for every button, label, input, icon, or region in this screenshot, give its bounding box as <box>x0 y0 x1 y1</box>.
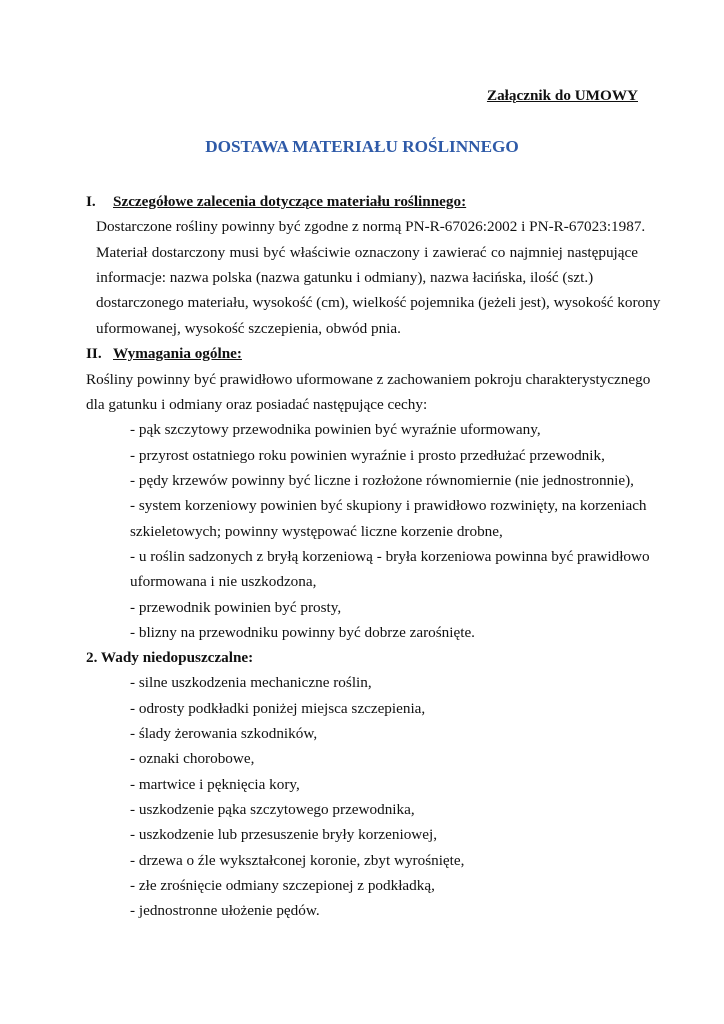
section-1-line: dostarczonego materiału, wysokość (cm), wielkość pojemnika (jeżeli jest), wysokość korony <box>96 294 661 311</box>
section-1-heading <box>86 192 466 212</box>
feature-item-continuation: uformowana i nie uszkodzona, <box>130 573 317 590</box>
section-2-intro-line: dla gatunku i odmiany oraz posiadać następujące cechy: <box>86 396 428 413</box>
section-1-line: uformowanej, wysokość szczepienia, obwód pnia. <box>96 320 401 337</box>
section-1-heading-text: Szczegółowe zalecenia dotyczące materiału roślinnego: <box>113 193 467 210</box>
defect-item: - martwice i pęknięcia kory, <box>130 776 300 793</box>
defect-item: - jednostronne ułożenie pędów. <box>130 902 320 919</box>
defect-item: - silne uszkodzenia mechaniczne roślin, <box>130 674 372 691</box>
section-2-number: II. <box>86 345 102 362</box>
feature-item: - przewodnik powinien być prosty, <box>130 599 342 616</box>
defect-item: - odrosty podkładki poniżej miejsca szczepienia, <box>130 700 426 717</box>
section-1-number: I. <box>86 193 96 210</box>
feature-item: - blizny na przewodniku powinny być dobrze zarośnięte. <box>130 624 475 641</box>
defects-heading: 2. Wady niedopuszczalne: <box>86 649 254 666</box>
feature-item: - przyrost ostatniego roku powinien wyraźnie i prosto przedłużać przewodnik, <box>130 447 605 464</box>
section-2-intro-line: Rośliny powinny być prawidłowo uformowane z zachowaniem pokroju charakterystycznego <box>86 371 651 388</box>
feature-item: - system korzeniowy powinien być skupiony i prawidłowo rozwinięty, na korzeniach <box>130 497 647 514</box>
defect-item: - uszkodzenie pąka szczytowego przewodnika, <box>130 801 415 818</box>
defect-item: - ślady żerowania szkodników, <box>130 725 318 742</box>
section-1-line: Dostarczone rośliny powinny być zgodne z normą PN-R-67026:2002 i PN-R-67023:1987. <box>96 218 646 235</box>
section-2-heading-text: Wymagania ogólne: <box>113 345 242 362</box>
feature-item: - pędy krzewów powinny być liczne i rozłożone równomiernie (nie jednostronnie), <box>130 472 634 489</box>
defect-item: - oznaki chorobowe, <box>130 750 255 767</box>
feature-item: - u roślin sadzonych z bryłą korzeniową - bryła korzeniowa powinna być prawidłowo <box>130 548 650 565</box>
document-title: DOSTAWA MATERIAŁU ROŚLINNEGO <box>205 137 519 156</box>
feature-item-continuation: szkieletowych; powinny występować liczne korzenie drobne, <box>130 523 503 540</box>
defect-item: - drzewa o źle wykształconej koronie, zbyt wyrośnięte, <box>130 852 465 869</box>
annex-label: Załącznik do UMOWY <box>486 87 638 104</box>
section-2-heading <box>86 344 242 364</box>
section-1-line: informacje: nazwa polska (nazwa gatunku i odmiany), nazwa łacińska, ilość (szt.) <box>96 269 594 286</box>
defect-item: - złe zrośnięcie odmiany szczepionej z podkładką, <box>130 877 435 894</box>
defect-item: - uszkodzenie lub przesuszenie bryły korzeniowej, <box>130 826 438 843</box>
section-1-line: Materiał dostarczony musi być właściwie oznaczony i zawierać co najmniej następujące <box>96 244 638 261</box>
feature-item: - pąk szczytowy przewodnika powinien być wyraźnie uformowany, <box>130 421 541 438</box>
